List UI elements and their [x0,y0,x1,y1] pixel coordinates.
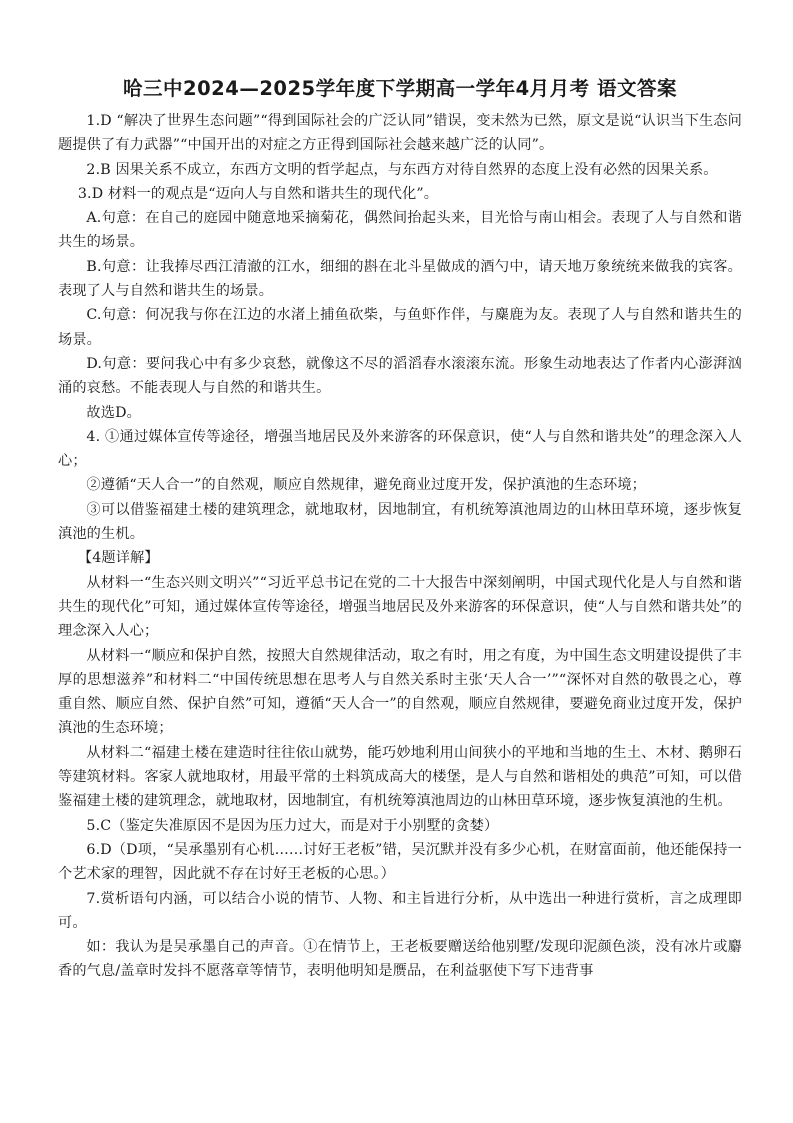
answer-4-point-2: ②遵循“天人合一”的自然观，顺应自然规律，避免商业过度开发，保护滇池的生态环境； [86,477,647,494]
answer-5: 5.C（鉴定失准原因不是因为压力过大，而是对于小别墅的贪婪） [86,817,499,834]
answer-1: 1.D “解决了世界生态问题”“得到国际社会的广泛认同”错误，变未然为已然，原文是说“认识当下生态问题提供了有力武器”“中国开出的对症之方正得到国际社会越来越广泛的认同”。 [58,113,742,154]
answer-4-detail-heading: 【4题详解】 [77,550,159,567]
document-body [58,109,742,984]
answer-4-detail-2: 从材料一“顺应和保护自然，按照大自然规律活动，取之有时，用之有度，为中国生态文明建设提供了丰厚的思想滋养”和材料二“中国传统思想在思考人与自然关系时主张‘天人合一’”“深怀对自然的敬畏之心，尊重自然、顺应自然、保护自然”可知，遵循“天人合一”的自然观，顺应自然规律，要避免商业过度开发，保护滇池的生态环境； [58,647,742,737]
answer-sheet-page [58,76,742,984]
answer-4-point-3: ③可以借鉴福建土楼的建筑理念，就地取材，因地制宜，有机统筹滇池周边的山林田草环境，逐步恢复滇池的生机。 [58,501,742,543]
answer-3-option-b: B.句意：让我捧尽西江清澈的江水，细细的斟在北斗星做成的酒勺中，请天地万象统统来做我的宾客。表现了人与自然和谐共生的场景。 [58,258,742,300]
answer-4-point-1: 4. ①通过媒体宣传等途径，增强当地居民及外来游客的环保意识，使“人与自然和谐共处”的理念深入人心； [58,428,742,470]
answer-3-conclusion: 故选D。 [86,404,141,421]
answer-6: 6.D（D项，“吴承墨别有心机……讨好王老板”错，吴沉默并没有多少心机，在财富面前，他还能保持一个艺术家的理智，因此就不存在讨好王老板的心思。） [58,841,742,883]
answer-3-option-c: C.句意：何况我与你在江边的水渚上捕鱼砍柴，与鱼虾作伴，与麋鹿为友。表现了人与自然和谐共生的场景。 [58,307,742,348]
answer-7: 7.赏析语句内涵，可以结合小说的情节、人物、和主旨进行分析，从中选出一种进行赏析，言之成理即可。 [58,890,742,931]
answer-4-detail-3: 从材料二“福建土楼在建造时往往依山就势，能巧妙地利用山间狭小的平地和当地的生土、木材、鹅卵石等建筑材料。客家人就地取材，用最平常的土料筑成高大的楼堡，是人与自然和谐相处的典范”可知，可以借鉴福建土楼的建筑理念，就地取材，因地制宜，有机统筹滇池周边的山林田草环境，逐步恢复滇池的生机。 [58,744,742,810]
answer-7-example: 如：我认为是吴承墨自己的声音。①在情节上，王老板要赠送给他别墅/发现印泥颜色淡，没有冰片或麝香的气息/盖章时发抖不愿落章等情节，表明他明知是赝品，在利益驱使下写下违背事 [58,939,742,980]
answer-3: 3.D 材料一的观点是“迈向人与自然和谐共生的现代化”。 [77,185,439,202]
answer-2: 2.B 因果关系不成立，东西方文明的哲学起点，与东西方对待自然界的态度上没有必然的因果关系。 [86,161,718,178]
answer-3-option-d: D.句意：要问我心中有多少哀愁，就像这不尽的滔滔春水滚滚东流。形象生动地表达了作者内心澎湃汹涌的哀愁。不能表现人与自然的和谐共生。 [58,355,742,397]
answer-4-detail-1: 从材料一“生态兴则文明兴”“习近平总书记在党的二十大报告中深刻阐明，中国式现代化是人与自然和谐共生的现代化”可知，通过媒体宣传等途径，增强当地居民及外来游客的环保意识，使“人与自然和谐共处”的理念深入人心； [58,574,742,640]
answer-3-option-a: A.句意：在自己的庭园中随意地采摘菊花，偶然间抬起头来，目光恰与南山相会。表现了人与自然和谐共生的场景。 [58,210,742,251]
document-title: 哈三中2024—2025学年度下学期高一学年4月月考 语文答案 [123,77,677,100]
